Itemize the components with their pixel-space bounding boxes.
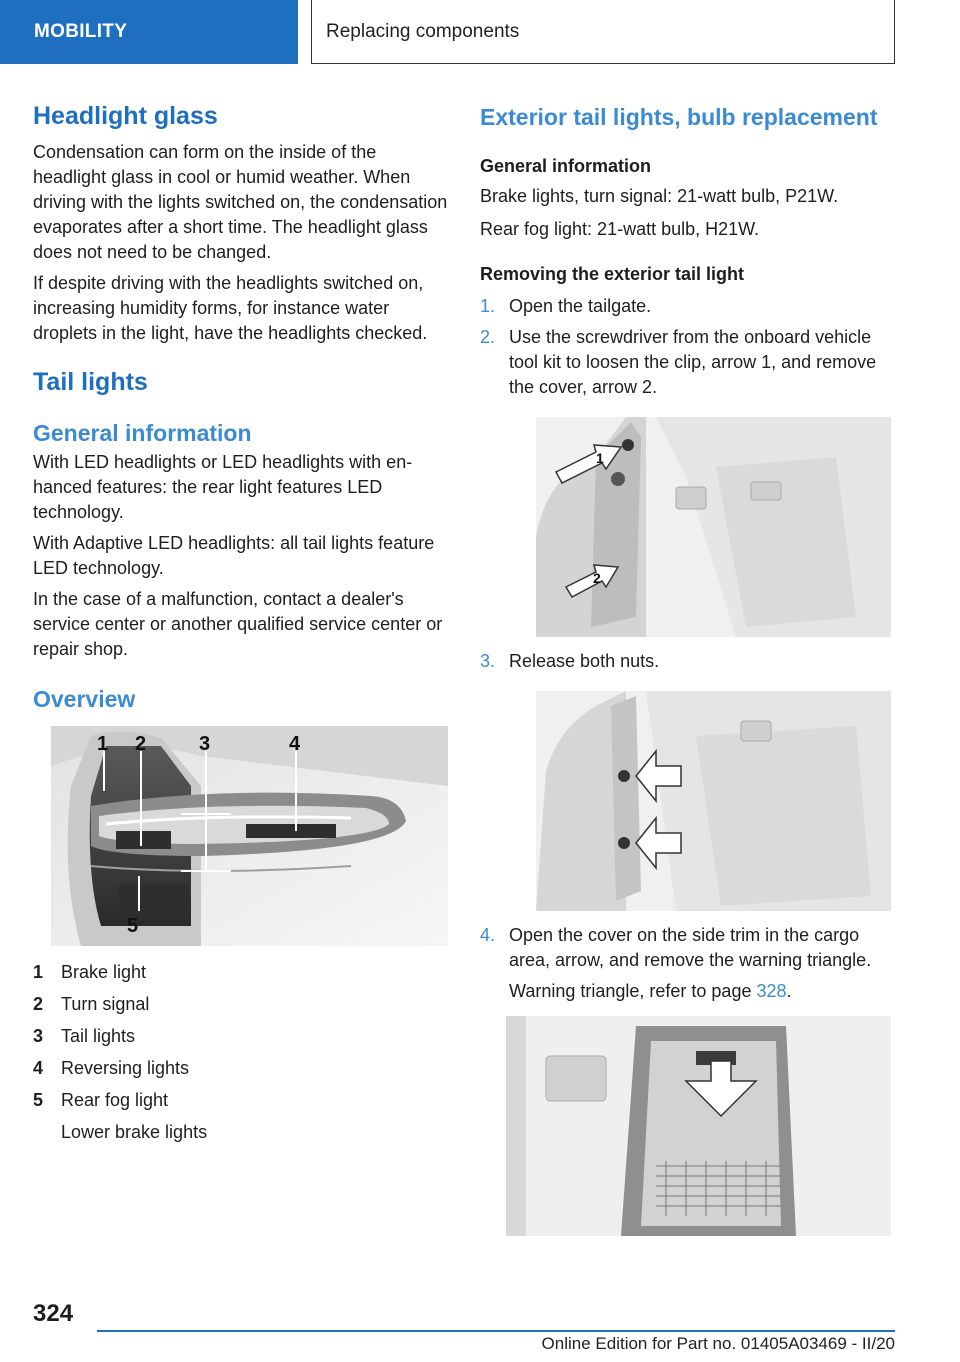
legend-label: Tail lights <box>61 1026 136 1046</box>
heading-overview: Overview <box>33 686 136 712</box>
step-note <box>480 979 895 1004</box>
paragraph: If despite driving with the headlights switched on, increasing humidity forms, for instance water droplets in the light, have the headlights checked. <box>33 273 428 343</box>
step-number: 2. <box>480 327 496 347</box>
left-column <box>33 100 448 1148</box>
paragraph: With LED headlights or LED headlights with enhanced features: the rear light features LED technology. <box>33 452 413 522</box>
section-title: Replacing components <box>326 20 520 42</box>
right-column <box>480 100 895 1236</box>
chapter-title: MOBILITY <box>34 21 128 42</box>
warning-triangle-image <box>506 1016 891 1236</box>
heading-general-information: General information <box>480 156 652 176</box>
arrow-label-2: 2 <box>593 570 601 586</box>
heading-tail-lights: Tail lights <box>33 368 148 396</box>
legend-item <box>33 956 448 988</box>
paragraph: With Adaptive LED headlights: all tail lights feature LED technology. <box>33 533 435 578</box>
step-text <box>509 979 895 1004</box>
legend-number: 3 <box>33 1026 44 1046</box>
paragraph: In the case of a malfunction, contact a dealer's service center or another qualified service center or repair shop. <box>33 589 443 659</box>
callout-4: 4 <box>289 733 301 755</box>
arrow-label-1: 1 <box>596 450 604 466</box>
legend-item <box>33 1084 448 1116</box>
legend-item <box>33 988 448 1020</box>
paragraph: Rear fog light: 21-watt bulb, H21W. <box>480 219 760 239</box>
heading-removing-tail-light: Removing the exterior tail light <box>480 264 745 284</box>
warning-triangle-illustration <box>506 1016 891 1236</box>
legend-label: Brake light <box>61 962 147 982</box>
step-item <box>480 325 895 400</box>
step-item <box>480 923 895 973</box>
section-header <box>311 0 895 64</box>
legend-number: 2 <box>33 994 44 1014</box>
step-text: Release both nuts. <box>509 651 660 671</box>
legend-list <box>33 956 448 1148</box>
step-text: Open the cover on the side trim in the cargo area, arrow, and remove the warning triangle. <box>509 925 872 970</box>
legend-number: 1 <box>33 962 44 982</box>
legend-number: 4 <box>33 1058 44 1078</box>
tail-light-illustration <box>51 726 448 946</box>
footer-divider <box>97 1330 895 1332</box>
tail-light-overview-image <box>51 726 448 946</box>
edition-text: Online Edition for Part no. 01405A03469 - II/20 <box>541 1334 895 1353</box>
legend-item <box>33 1052 448 1084</box>
heading-general-information: General information <box>33 420 252 446</box>
page-reference-link[interactable]: 328 <box>756 981 787 1001</box>
legend-label: Turn signal <box>61 994 150 1014</box>
nuts-release-image <box>536 691 891 911</box>
callout-3: 3 <box>199 733 211 755</box>
step-item <box>480 649 895 674</box>
legend-item <box>33 1020 448 1052</box>
step-text: Open the tailgate. <box>509 296 652 316</box>
legend-label: Rear fog light <box>61 1090 169 1110</box>
nuts-release-illustration <box>536 691 891 911</box>
callout-1: 1 <box>97 733 109 755</box>
paragraph: Condensation can form on the inside of the headlight glass in cool or humid weather. When driving with the lights switched on, the condensation evaporates after a short time. The headlight glass does not need to be changed. <box>33 142 448 262</box>
step-number: 1. <box>480 296 496 316</box>
step-item <box>480 294 895 319</box>
paragraph: Brake lights, turn signal: 21-watt bulb, P21W. <box>480 186 839 206</box>
legend-label: Reversing lights <box>61 1058 190 1078</box>
reference-end: . <box>786 981 792 1001</box>
heading-exterior-tail-lights: Exterior tail lights, bulb replacement <box>480 104 878 130</box>
reference-text: Warning triangle, refer to page <box>509 981 757 1001</box>
step-number: 3. <box>480 651 496 671</box>
chapter-tab[interactable] <box>0 0 298 64</box>
cover-removal-image <box>536 417 891 637</box>
callout-5: 5 <box>127 915 139 937</box>
legend-item-extra <box>33 1116 448 1148</box>
heading-headlight-glass: Headlight glass <box>33 102 218 130</box>
legend-number: 5 <box>33 1090 44 1110</box>
cover-removal-illustration <box>536 417 891 637</box>
step-number: 4. <box>480 925 496 945</box>
callout-2: 2 <box>135 733 147 755</box>
step-text: Use the screwdriver from the onboard vehicle tool kit to loosen the clip, arrow 1, and remove the cover, arrow 2. <box>509 327 877 397</box>
page-number: 324 <box>33 1300 74 1327</box>
legend-label: Lower brake lights <box>61 1122 208 1142</box>
